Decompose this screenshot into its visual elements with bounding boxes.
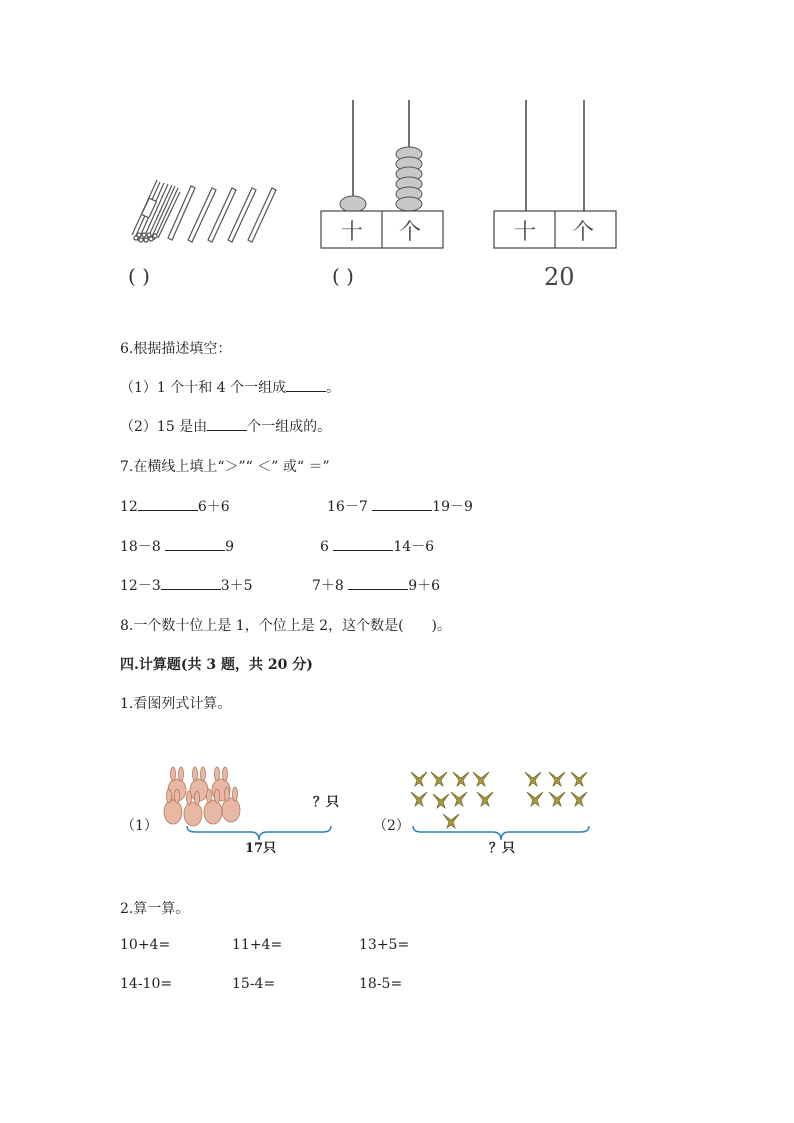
q7-expr-left: 12－3 xyxy=(120,578,161,594)
calc2-item: 14-10= xyxy=(120,976,173,992)
q7-row1-left xyxy=(120,496,230,516)
rabbits-icon xyxy=(164,767,240,826)
q6-item1 xyxy=(120,377,340,397)
q7-row3-right xyxy=(312,575,440,595)
fig1-unknown: ？只 xyxy=(313,795,340,810)
abacus-1 xyxy=(321,100,443,248)
calc2-title: 2.算一算。 xyxy=(120,901,190,917)
q7-expr-left: 7＋8 xyxy=(312,578,349,594)
calc2-item: 18-5= xyxy=(359,976,403,992)
tens-bead xyxy=(340,196,366,212)
q6-title: 6.根据描述填空： xyxy=(120,341,232,357)
q7-expr-left: 6 xyxy=(320,539,334,555)
fig1-brace xyxy=(187,826,331,840)
q7-expr-right: 14－6 xyxy=(393,539,435,555)
single-sticks-icon xyxy=(168,186,276,242)
q7-expr-left: 12 xyxy=(120,499,138,515)
q7-row1-right xyxy=(327,496,473,516)
q7-expr-right: 9 xyxy=(225,539,235,555)
fig1-total: 17只 xyxy=(245,841,277,856)
q7-title: 7.在横线上填上“＞”“ ＜” 或“ ＝” xyxy=(120,459,330,475)
q6-item1-blank[interactable] xyxy=(286,379,326,392)
q7-blank[interactable] xyxy=(165,538,225,551)
fig2-brace xyxy=(413,826,589,840)
fig2-label: （2） xyxy=(373,818,410,834)
answer-paren-1: ( ) xyxy=(128,264,150,288)
q7-blank[interactable] xyxy=(372,498,432,511)
fig1-label: （1） xyxy=(121,818,158,834)
answer-paren-2: ( ) xyxy=(332,264,354,288)
abacus1-ones-label: 个 xyxy=(399,220,422,245)
q6-item2-text: （2）15 是由 xyxy=(120,419,208,435)
calc2-item: 15-4= xyxy=(232,976,276,992)
fig2-total: ？只 xyxy=(489,841,516,856)
abacus1-tens-label: 十 xyxy=(341,220,364,245)
abacus-2 xyxy=(494,100,616,291)
calc1-title: 1.看图列式计算。 xyxy=(120,696,232,712)
abacus2-value: 20 xyxy=(544,263,575,291)
q7-blank[interactable] xyxy=(138,498,198,511)
q7-row2-right xyxy=(320,536,434,556)
birds-icon xyxy=(411,772,587,828)
calc2-item: 10+4= xyxy=(120,937,171,953)
section4-title: 四.计算题(共 3 题，共 20 分) xyxy=(120,657,313,673)
q7-blank[interactable] xyxy=(333,538,393,551)
q6-item2-end: 个一组成的。 xyxy=(247,419,332,435)
q6-item1-text: （1）1 个十和 4 个一组成 xyxy=(120,380,287,396)
abacus2-tens-label: 十 xyxy=(514,220,537,245)
q7-blank[interactable] xyxy=(348,577,408,590)
calc1-figure xyxy=(115,760,615,860)
abacus2-ones-label: 个 xyxy=(572,220,595,245)
calc2-item: 11+4= xyxy=(232,937,283,953)
ones-beads xyxy=(396,147,422,211)
q7-row3-left xyxy=(120,575,253,595)
q7-row2-left xyxy=(120,536,234,556)
q7-expr-right: 3＋5 xyxy=(220,578,253,594)
q6-item2 xyxy=(120,416,331,436)
q6-item1-end: 。 xyxy=(326,380,341,396)
q8-text: 8.一个数十位上是 1，个位上是 2，这个数是( )。 xyxy=(120,618,451,634)
calc2-item: 13+5= xyxy=(359,937,410,953)
counting-figure xyxy=(120,90,640,300)
q7-expr-right: 9＋6 xyxy=(408,578,441,594)
q7-expr-right: 19－9 xyxy=(432,499,473,515)
q7-expr-right: 6＋6 xyxy=(197,499,230,515)
q6-item2-blank[interactable] xyxy=(207,418,247,431)
q7-expr-left: 16－7 xyxy=(327,499,373,515)
q7-blank[interactable] xyxy=(161,577,221,590)
q7-expr-left: 18－8 xyxy=(120,539,166,555)
